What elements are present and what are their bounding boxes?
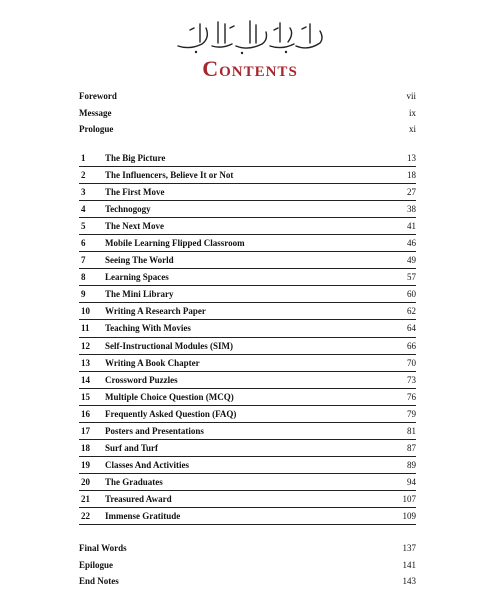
chapter-number: 4 xyxy=(81,204,86,215)
chapter-page: 27 xyxy=(407,187,416,198)
chapter-title: Self-Instructional Modules (SIM) xyxy=(105,340,233,351)
chapter-page: 60 xyxy=(407,289,416,300)
chapter-number: 1 xyxy=(81,153,86,164)
chapter-number: 19 xyxy=(81,459,90,470)
entry-label: Foreword xyxy=(79,91,117,101)
chapter-page: 87 xyxy=(407,442,416,453)
chapter-title: Learning Spaces xyxy=(105,272,169,283)
chapter-row xyxy=(79,320,416,337)
chapter-title: Treasured Award xyxy=(105,493,172,504)
chapter-title: The Graduates xyxy=(105,476,163,487)
chapter-title: Teaching With Movies xyxy=(105,323,191,334)
chapter-number: 17 xyxy=(81,425,90,436)
entry-label: Epilogue xyxy=(79,559,114,570)
entry-page: xi xyxy=(408,124,416,134)
chapter-title: The Influencers, Believe It or Not xyxy=(105,170,234,181)
chapter-title: Seeing The World xyxy=(105,255,174,266)
chapter-number: 2 xyxy=(81,170,86,181)
entry-page: 137 xyxy=(402,543,416,553)
chapter-page: 49 xyxy=(407,255,416,266)
chapter-row xyxy=(79,252,416,269)
chapter-page: 107 xyxy=(402,493,416,504)
chapter-number: 22 xyxy=(81,511,90,521)
chapter-row xyxy=(79,201,416,218)
chapter-row xyxy=(79,406,416,423)
chapter-title: The Next Move xyxy=(105,221,164,232)
chapter-number: 18 xyxy=(81,442,90,453)
chapter-number: 11 xyxy=(81,323,90,334)
chapter-page: 18 xyxy=(407,170,416,181)
chapter-page: 109 xyxy=(402,511,416,521)
chapter-page: 41 xyxy=(407,221,416,232)
chapter-page: 70 xyxy=(407,357,416,368)
chapter-page: 81 xyxy=(407,425,416,436)
bismillah-calligraphy-emblem xyxy=(170,16,330,56)
chapter-row xyxy=(79,218,416,235)
chapter-title: Technogogy xyxy=(105,204,151,215)
front-matter-list xyxy=(79,88,416,138)
front-matter-item xyxy=(79,88,416,105)
entry-label: End Notes xyxy=(79,576,119,586)
chapter-number: 7 xyxy=(81,255,86,266)
back-matter-item xyxy=(79,573,416,590)
back-matter-item xyxy=(79,540,416,557)
chapter-row xyxy=(79,491,416,508)
back-matter-item xyxy=(79,557,416,574)
chapter-page: 38 xyxy=(407,204,416,215)
chapter-number: 12 xyxy=(81,340,90,351)
chapter-title: Multiple Choice Question (MCQ) xyxy=(105,391,234,402)
chapter-page: 79 xyxy=(407,408,416,419)
chapter-number: 14 xyxy=(81,374,90,385)
chapter-title: The First Move xyxy=(105,187,165,198)
chapter-row xyxy=(79,303,416,320)
chapter-page: 94 xyxy=(407,476,416,487)
front-matter-item xyxy=(79,121,416,138)
chapter-number: 21 xyxy=(81,493,90,504)
chapter-row xyxy=(79,440,416,457)
chapter-number: 9 xyxy=(81,289,86,300)
entry-label: Message xyxy=(79,107,112,118)
chapter-title: Frequently Asked Question (FAQ) xyxy=(105,408,237,419)
chapter-title: Mobile Learning Flipped Classroom xyxy=(105,238,245,249)
chapter-page: 64 xyxy=(407,323,416,334)
page-title: Contents xyxy=(202,56,298,81)
front-matter-item xyxy=(79,105,416,122)
chapter-page: 46 xyxy=(407,238,416,249)
chapter-number: 16 xyxy=(81,408,90,419)
chapter-title: Writing A Book Chapter xyxy=(105,357,200,368)
chapter-number: 15 xyxy=(81,391,90,402)
chapter-row xyxy=(79,355,416,372)
chapter-number: 10 xyxy=(81,306,90,317)
chapter-number: 8 xyxy=(81,272,86,283)
chapter-number: 5 xyxy=(81,221,86,232)
back-matter-list xyxy=(79,540,416,590)
entry-page: ix xyxy=(408,107,416,118)
chapter-row xyxy=(79,508,416,525)
chapter-title: Writing A Research Paper xyxy=(105,306,206,317)
chapter-number: 3 xyxy=(81,187,86,198)
chapter-page: 89 xyxy=(407,459,416,470)
chapter-page: 76 xyxy=(407,391,416,402)
chapter-row xyxy=(79,372,416,389)
chapter-row xyxy=(79,457,416,474)
chapter-page: 73 xyxy=(407,374,416,385)
chapter-page: 13 xyxy=(407,153,416,164)
chapter-list xyxy=(79,150,416,525)
chapter-title: The Big Picture xyxy=(105,153,166,164)
entry-page: 143 xyxy=(402,576,416,586)
chapter-row xyxy=(79,269,416,286)
chapter-title: The Mini Library xyxy=(105,289,174,300)
chapter-row xyxy=(79,338,416,355)
chapter-row xyxy=(79,474,416,491)
chapter-row xyxy=(79,184,416,201)
chapter-title: Crossword Puzzles xyxy=(105,374,178,385)
chapter-row xyxy=(79,286,416,303)
chapter-page: 62 xyxy=(407,306,416,317)
entry-label: Prologue xyxy=(79,124,114,134)
chapter-page: 66 xyxy=(407,340,416,351)
chapter-title: Immense Gratitude xyxy=(105,511,181,521)
chapter-title: Surf and Turf xyxy=(105,442,159,453)
entry-page: vii xyxy=(406,91,416,101)
chapter-title: Posters and Presentations xyxy=(105,425,204,436)
entry-label: Final Words xyxy=(79,543,127,553)
chapter-row xyxy=(79,389,416,406)
chapter-title: Classes And Activities xyxy=(105,459,190,470)
chapter-number: 13 xyxy=(81,357,90,368)
chapter-row xyxy=(79,235,416,252)
chapter-row xyxy=(79,167,416,184)
chapter-number: 20 xyxy=(81,476,90,487)
chapter-row xyxy=(79,150,416,167)
entry-page: 141 xyxy=(402,559,416,570)
chapter-page: 57 xyxy=(407,272,416,283)
chapter-number: 6 xyxy=(81,238,86,249)
chapter-row xyxy=(79,423,416,440)
